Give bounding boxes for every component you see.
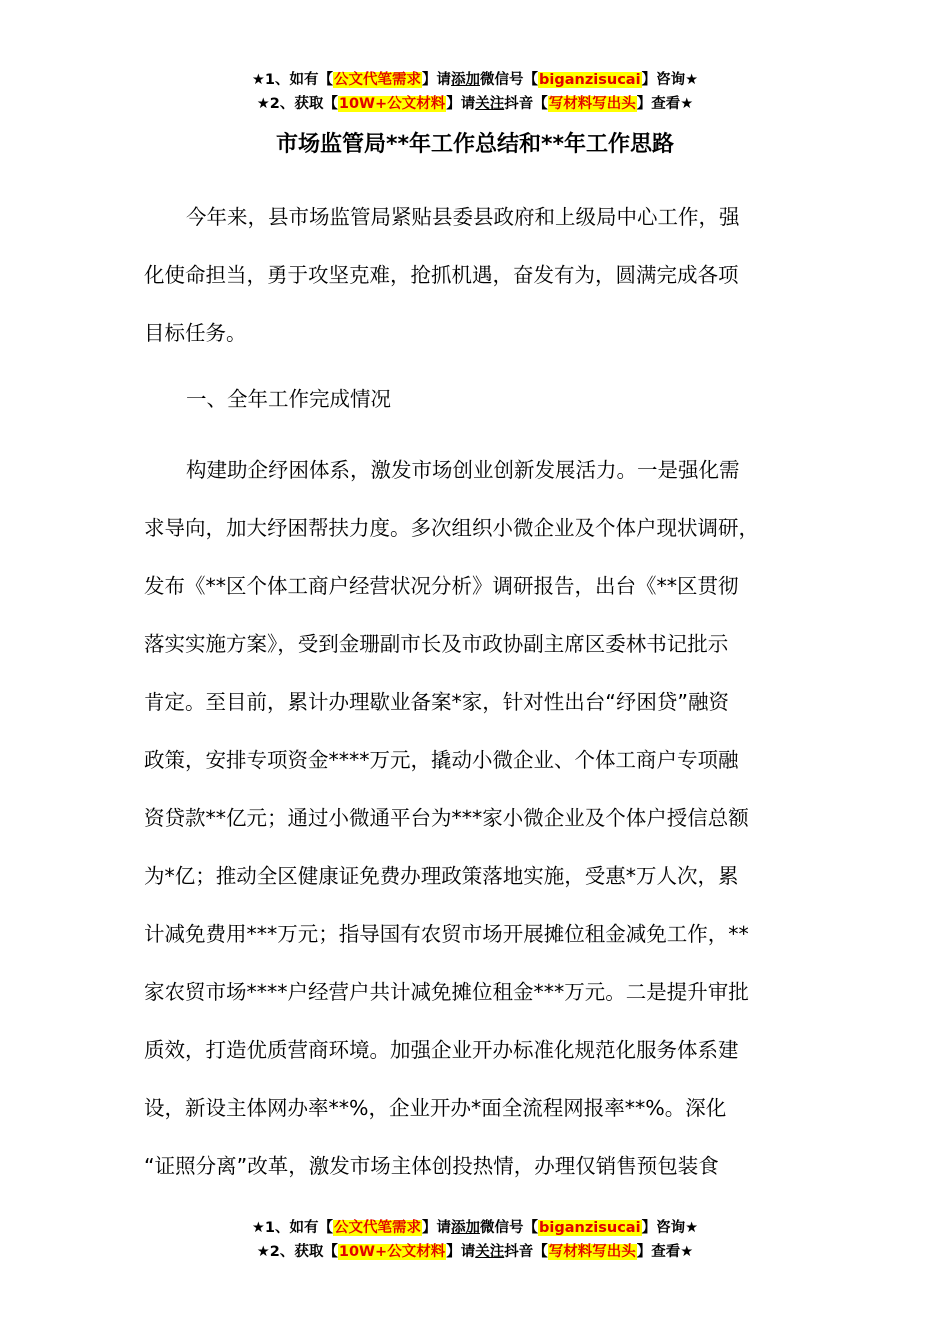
- text-line: 计减免费用***万元；指导国有农贸市场开展摊位租金减免工作，**: [144, 922, 749, 946]
- ad-text: 】查看★: [636, 1244, 694, 1260]
- ad-highlight: 写材料写出头: [548, 1244, 636, 1260]
- ad-text: 微信号【: [480, 72, 539, 88]
- text-line: “证照分离”改革，激发市场主体创投热情，办理仅销售预包装食: [144, 1154, 719, 1178]
- ad-highlight: biganzisucai: [539, 72, 641, 88]
- intro-paragraph: [144, 188, 816, 362]
- ad-highlight: 公文代笔需求: [334, 72, 422, 88]
- text-line: 质效，打造优质营商环境。加强企业开办标准化规范化服务体系建: [144, 1038, 739, 1062]
- body-paragraph: [144, 441, 816, 1195]
- ad-highlight: 写材料写出头: [548, 96, 636, 112]
- ad-highlight: 公文代笔需求: [334, 1220, 422, 1236]
- ad-underline: 关注: [475, 1244, 505, 1260]
- text-line: 家农贸市场****户经营户共计减免摊位租金***万元。二是提升审批: [144, 980, 749, 1004]
- ad-text: ★2、获取【: [256, 96, 338, 112]
- ad-text: 微信号【: [480, 1220, 539, 1236]
- ad-text: 】请: [422, 1220, 452, 1236]
- text-line: 资贷款**亿元；通过小微通平台为***家小微企业及个体户授信总额: [144, 806, 749, 830]
- ad-line-1: [0, 68, 950, 92]
- ad-text: ★1、如有【: [251, 72, 334, 88]
- ad-text: 抖音【: [504, 96, 548, 112]
- ad-text: 】咨询★: [641, 1220, 699, 1236]
- top-ad-banner: [0, 68, 950, 116]
- ad-underline: 添加: [451, 1220, 481, 1236]
- ad-text: ★1、如有【: [251, 1220, 334, 1236]
- text-line: 落实实施方案》，受到金珊副市长及市政协副主席区委林书记批示: [144, 632, 729, 656]
- ad-line-1: [0, 1216, 950, 1240]
- ad-underline: 添加: [451, 72, 481, 88]
- ad-text: 】查看★: [636, 96, 694, 112]
- ad-text: 】请: [422, 72, 452, 88]
- section-heading-text: 一、全年工作完成情况: [186, 387, 391, 411]
- ad-text: 】请: [446, 96, 476, 112]
- ad-text: 抖音【: [504, 1244, 548, 1260]
- ad-text: 】咨询★: [641, 72, 699, 88]
- ad-highlight: biganzisucai: [539, 1220, 641, 1236]
- document-title: 市场监管局**年工作总结和**年工作思路: [275, 132, 675, 157]
- text-line: 发布《**区个体工商户经营状况分析》调研报告，出台《**区贯彻: [144, 574, 739, 598]
- text-line: 设，新设主体网办率**%，企业开办*面全流程网报率**%。深化: [144, 1096, 727, 1120]
- text-line: 政策，安排专项资金****万元，撬动小微企业、个体工商户专项融: [144, 748, 739, 772]
- text-line: 化使命担当，勇于攻坚克难，抢抓机遇，奋发有为，圆满完成各项: [144, 263, 739, 287]
- ad-line-2: [0, 1240, 950, 1264]
- ad-line-2: [0, 92, 950, 116]
- section-heading: [144, 370, 816, 428]
- text-line: 目标任务。: [144, 321, 247, 345]
- ad-highlight: 10W+公文材料: [338, 96, 446, 112]
- ad-highlight: 10W+公文材料: [338, 1244, 446, 1260]
- ad-underline: 关注: [475, 96, 505, 112]
- text-line: 肯定。至目前，累计办理歇业备案*家，针对性出台“纾困贷”融资: [144, 690, 729, 714]
- text-line: 构建助企纾困体系，激发市场创业创新发展活力。一是强化需: [186, 458, 740, 482]
- ad-text: ★2、获取【: [256, 1244, 338, 1260]
- text-line: 今年来，县市场监管局紧贴县委县政府和上级局中心工作，强: [186, 205, 740, 229]
- ad-text: 】请: [446, 1244, 476, 1260]
- bottom-ad-banner: [0, 1216, 950, 1264]
- text-line: 求导向，加大纾困帮扶力度。多次组织小微企业及个体户现状调研，: [144, 516, 759, 540]
- text-line: 为*亿；推动全区健康证免费办理政策落地实施，受惠*万人次，累: [144, 864, 739, 888]
